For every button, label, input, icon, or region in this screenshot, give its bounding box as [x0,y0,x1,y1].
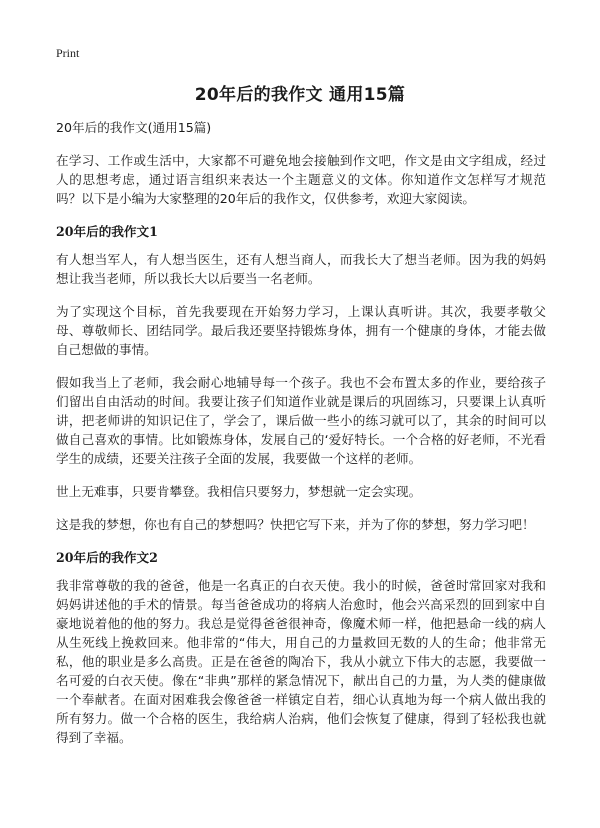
section-heading: 20年后的我作文1 [56,224,158,239]
print-link[interactable]: Print [56,46,80,60]
intro-paragraph: 在学习、工作或生活中，大家都不可避免地会接触到作文吧，作文是由文字组成，经过人的思想考虑，通过语言组织来表达一个主题意义的文体。你知道作文怎样写才规范吗？以下是小编为大家整理的20年后的我作文，仅供参考，欢迎大家阅读。 [56,153,546,206]
paragraph: 假如我当上了老师，我会耐心地辅导每一个孩子。我也不会布置太多的作业，要给孩子们留出自由活动的时间。我要让孩子们知道作业就是课后的巩固练习，只要课上认真听讲，把老师讲的知识记住了，学会了，课后做一些小的练习就可以了，其余的时间可以做自己喜欢的事情。比如锻炼身体，发展自己的‘爱好特长。一个合格的好老师，不光看学生的成绩，还要关注孩子全面的发展，我要做一个这样的老师。 [56,375,546,466]
paragraph: 为了实现这个目标，首先我要现在开始努力学习，上课认真听讲。其次，我要孝敬父母、尊敬师长、团结同学。最后我还要坚持锻炼身体，拥有一个健康的身体，才能去做自己想做的事情。 [56,304,546,357]
page-title: 20年后的我作文 通用15篇 [194,85,406,105]
paragraph: 我非常尊敬的我的爸爸，他是一名真正的白衣天使。我小的时候，爸爸时常回家对我和妈妈讲述他的手术的情景。每当爸爸成功的将病人治愈时，他会兴高采烈的回到家中自豪地说着他的他的努力。我总是觉得爸爸很神奇，像魔术师一样，他把悬命一线的病人从生死线上挽救回来。他非常的“伟大，用自己的力量救回无数的人的生命；他非常无私，他的职业是多么高贵。正是在爸爸的陶冶下，我从小就立下伟大的志愿，我要做一名可爱的白衣天使。像在“非典”那样的紧急情况下，献出自己的力量，为人类的健康做一个奉献者。在面对困难我会像爸爸一样镇定自若，细心认真地为每一个病人做出我的所有努力。做一个合格的医生，我给病人治病，他们会恢复了健康，得到了轻松我也就得到了幸福。 [56,578,546,745]
article-body [56,118,546,761]
paragraph: 有人想当军人，有人想当医生，还有人想当商人，而我长大了想当老师。因为我的妈妈想让我当老师，所以我长大以后要当一名老师。 [56,252,546,286]
paragraph: 这是我的梦想，你也有自己的梦想吗？快把它写下来，并为了你的梦想，努力学习吧！ [56,517,535,532]
article-subtitle: 20年后的我作文(通用15篇) [56,120,212,135]
section-heading: 20年后的我作文2 [56,550,158,565]
section-essay-1 [56,222,546,534]
section-essay-2 [56,548,546,747]
paragraph: 世上无难事，只要肯攀登。我相信只要努力，梦想就一定会实现。 [56,484,422,499]
